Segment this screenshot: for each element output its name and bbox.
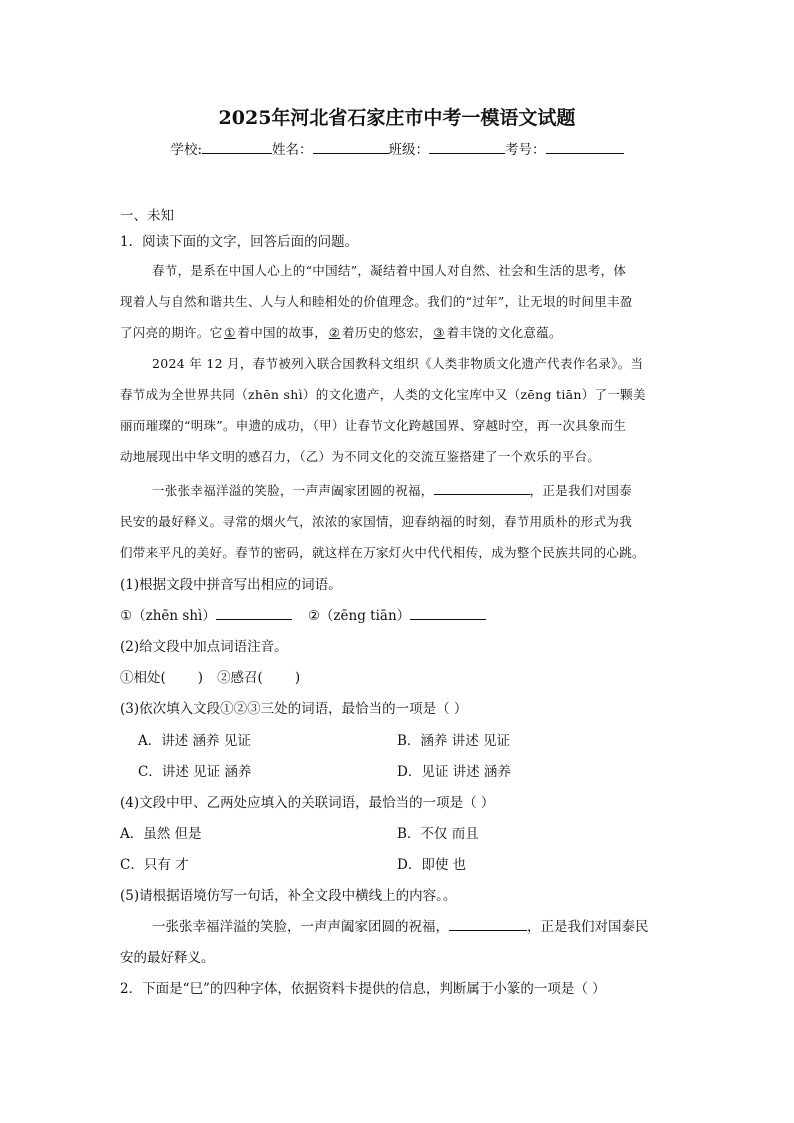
- class-blank[interactable]: [429, 140, 505, 154]
- q1-sub5-line1: 一张张幸福洋溢的笑脸，一声声阖家团圆的祝福， ，正是我们对国泰民: [152, 919, 649, 935]
- q1-sub3-option-a[interactable]: A．讲述 涵养 见证: [138, 733, 251, 749]
- q1-sub3-option-d[interactable]: D．见证 讲述 涵养: [397, 764, 511, 780]
- q1-para2-line1: 2024 年 12 月，春节被列入联合国教科文组织《人类非物质文化遗产代表作名录》。当: [152, 356, 644, 371]
- q1-sub5: (5)请根据语境仿写一句话，补全文段中横线上的内容。。: [120, 888, 457, 904]
- answer-blank-1[interactable]: [216, 606, 292, 620]
- section-title: 一、未知: [120, 208, 174, 224]
- student-info-line: [0, 138, 794, 158]
- q1-sub3: (3)依次填入文段①②③三处的词语，最恰当的一项是（ ）: [120, 701, 468, 717]
- q1-sub3-option-b[interactable]: B．涵养 讲述 见证: [397, 733, 511, 749]
- class-label: 班级：: [388, 142, 430, 158]
- number-label: 考号：: [505, 142, 546, 158]
- q2-stem: 2．下面是“巳”的四种字体，依据资料卡提供的信息，判断属于小篆的一项是（ ）: [120, 981, 606, 997]
- q1-para1-line3: 了闪亮的期许。它 ① 着中国的故事， ② 着历史的悠宏， ③ 着丰饶的文化意蕴。: [120, 325, 562, 340]
- q1-para3-line2: 民安的最好释义。寻常的烟火气，浓浓的家国情，迎春纳福的时刻，春节用质朴的形式为我: [120, 514, 633, 529]
- q1-sub4-option-d[interactable]: D．即使 也: [397, 857, 467, 873]
- q1-sub4-option-b[interactable]: B．不仅 而且: [397, 826, 479, 842]
- q1-sub4-option-c[interactable]: C．只有 才: [120, 857, 189, 873]
- q1-sub2-answers: ①相处( ) ②感召( ): [120, 670, 301, 686]
- number-blank[interactable]: [546, 140, 624, 154]
- q1-para1-line2: 现着人与自然和谐共生、人与人和睦相处的价值理念。我们的“过年”，让无垠的时间里丰盈: [120, 294, 633, 309]
- q1-sub2: (2)给文段中加点词语注音。: [120, 639, 288, 655]
- q1-sub1-answers: ①（zhēn shì） ②（zēng tiān）: [120, 604, 486, 624]
- q1-sub3-option-c[interactable]: C．讲述 见证 涵养: [138, 764, 252, 780]
- q1-stem: 1．阅读下面的文字，回答后面的问题。: [120, 234, 359, 250]
- name-label: 姓名：: [272, 142, 313, 158]
- answer-blank-2[interactable]: [410, 606, 486, 620]
- q1-sub1: (1)根据文段中拼音写出相应的词语。: [120, 577, 342, 593]
- sub5-answer-blank[interactable]: [449, 917, 527, 931]
- q1-para3-line3: 们带来平凡的美好。春节的密码，就这样在万家灯火中代代相传，成为整个民族共同的心跳。: [120, 545, 645, 560]
- q1-para2-line3: 丽而璀璨的“明珠”。申遗的成功，（甲）让春节文化跨越国界、穿越时空，再一次具象而生: [120, 418, 627, 433]
- school-blank[interactable]: [202, 140, 272, 154]
- school-label: 学校:: [170, 142, 203, 158]
- blank-3: ③: [433, 325, 445, 340]
- q1-sub5-line2: 安的最好释义。: [120, 950, 215, 966]
- q1-para2-line4: 动地展现出中华文明的感召力，（乙）为不同文化的交流互鉴搭建了一个欢乐的平台。: [120, 449, 601, 464]
- name-blank[interactable]: [313, 140, 389, 154]
- q1-para3-line1: 一张张幸福洋溢的笑脸，一声声阖家团圆的祝福， ，正是我们对国泰: [152, 483, 633, 498]
- blank-1: ①: [224, 325, 236, 340]
- q1-para2-line2: 春节成为全世界共同（zhēn shì）的文化遗产，人类的文化宝库中又（zēng tiān）了一颗美: [120, 387, 646, 402]
- q1-sub4-option-a[interactable]: A．虽然 但是: [120, 826, 202, 842]
- para3-blank: [434, 481, 530, 495]
- q1-para1-line1: 春节，是系在中国人心上的“中国结”，凝结着中国人对自然、社会和生活的思考，体: [152, 263, 627, 278]
- blank-2: ②: [328, 325, 341, 340]
- q1-sub4: (4)文段中甲、乙两处应填入的关联词语，最恰当的一项是（ ）: [120, 795, 495, 811]
- exam-title: 2025年河北省石家庄市中考一模语文试题: [218, 107, 576, 129]
